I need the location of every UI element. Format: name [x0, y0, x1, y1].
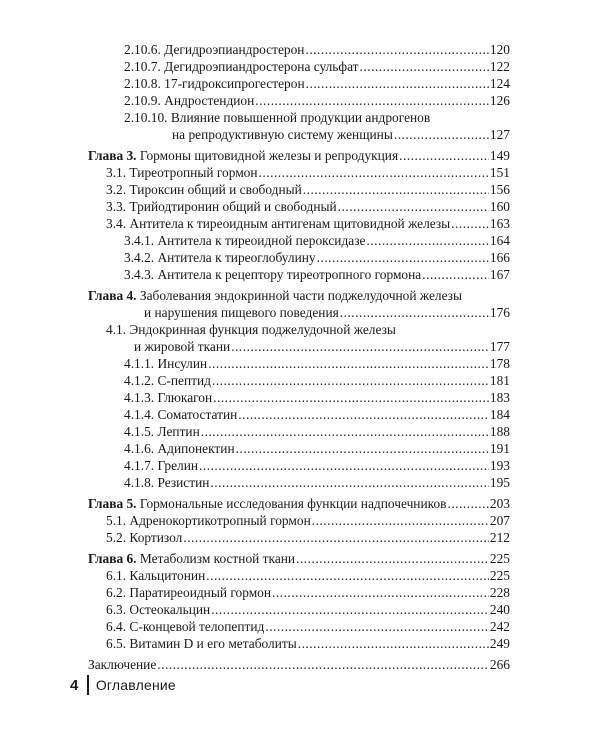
entry-title: 5.1. Адренокортикотропный гормон	[106, 513, 311, 528]
entry-title: 3.4.2. Антитела к тиреоглобулину	[124, 250, 316, 265]
entry-title: 6.4. С-концевой телопептид	[106, 619, 265, 634]
entry-title: 4.1.1. Инсулин	[124, 356, 208, 371]
entry-title: 3.4.1. Антитела к тиреоидной пероксидазе	[124, 233, 366, 248]
toc-entry	[88, 567, 510, 584]
chapter-label: Глава 3.	[88, 148, 137, 163]
dot-leader	[199, 457, 489, 474]
entry-title: 2.10.10. Влияние повышенной продукции андрогенов	[124, 110, 431, 125]
entry-page-number: 151	[489, 165, 510, 180]
entry-title: 2.10.8. 17-гидроксипрогестерон	[124, 76, 305, 91]
entry-page-number: 225	[489, 568, 510, 583]
toc-chapter-entry	[88, 147, 510, 164]
toc-chapter-entry	[88, 550, 510, 567]
entry-page-number: 212	[489, 530, 510, 545]
toc-entry	[88, 92, 510, 109]
entry-title: 4.1.7. Грелин	[124, 458, 199, 473]
entry-title: и жировой ткани	[134, 339, 231, 354]
dot-leader	[296, 550, 489, 567]
dot-leader	[394, 126, 489, 143]
entry-title: 3.2. Тироксин общий и свободный	[106, 182, 302, 197]
dot-leader	[238, 406, 489, 423]
toc-entry	[88, 232, 510, 249]
toc-entry	[88, 423, 510, 440]
entry-page-number: 228	[489, 585, 510, 600]
entry-title: Гормоны щитовидной железы и репродукция	[139, 148, 399, 163]
entry-title: 4.1.4. Соматостатин	[124, 407, 238, 422]
footer-divider	[87, 675, 89, 695]
toc-chapter-entry	[88, 656, 510, 673]
entry-title: 4.1.2. С-пептид	[124, 373, 211, 388]
dot-leader	[272, 584, 489, 601]
entry-page-number: 188	[489, 424, 510, 439]
entry-title: Метаболизм костной ткани	[139, 551, 296, 566]
dot-leader	[340, 304, 489, 321]
toc-entry	[88, 635, 510, 652]
entry-title: 3.4. Антитела к тиреоидным антигенам щитовидной железы	[106, 216, 451, 231]
toc-entry	[88, 601, 510, 618]
chapter-label: Глава 6.	[88, 551, 137, 566]
entry-page-number: 149	[489, 148, 510, 163]
entry-title: на репродуктивную систему женщины	[172, 127, 393, 142]
toc-entry	[88, 109, 510, 143]
dot-leader	[366, 232, 488, 249]
toc-entry	[88, 529, 510, 546]
entry-page-number: 122	[489, 59, 510, 74]
entry-title: 6.2. Паратиреоидный гормон	[106, 585, 272, 600]
entry-title: Заболевания эндокринной части поджелудочной железы	[139, 288, 462, 303]
dot-leader	[255, 92, 489, 109]
entry-title: 3.3. Трийодтиронин общий и свободный	[106, 199, 337, 214]
dot-leader	[201, 423, 489, 440]
dot-leader	[451, 215, 489, 232]
entry-page-number: 266	[489, 657, 510, 672]
dot-leader	[338, 198, 489, 215]
entry-title: 2.10.6. Дегидроэпиандростерон	[124, 42, 305, 57]
entry-title: 6.1. Кальцитонин	[106, 568, 206, 583]
chapter-label: Глава 4.	[88, 288, 137, 303]
entry-title: Гормональные исследования функции надпочечников	[139, 496, 447, 511]
entry-page-number: 193	[489, 458, 510, 473]
toc-entry	[88, 618, 510, 635]
entry-title: 4.1.3. Глюкагон	[124, 390, 213, 405]
dot-leader	[206, 567, 489, 584]
entry-page-number: 167	[489, 267, 510, 282]
toc-entry	[88, 181, 510, 198]
table-of-contents	[88, 41, 510, 673]
dot-leader	[231, 338, 489, 355]
entry-page-number: 166	[489, 250, 510, 265]
toc-entry	[88, 266, 510, 283]
running-title: Оглавление	[95, 677, 176, 693]
entry-title: 6.3. Остеокальцин	[106, 602, 211, 617]
entry-page-number: 178	[489, 356, 510, 371]
entry-title: и нарушения пищевого поведения	[144, 305, 339, 320]
toc-entry	[88, 321, 510, 355]
entry-page-number: 176	[489, 305, 510, 320]
toc-entry	[88, 512, 510, 529]
dot-leader	[157, 656, 489, 673]
dot-leader	[298, 635, 489, 652]
entry-title: 4.1.5. Лептин	[124, 424, 200, 439]
dot-leader	[265, 618, 489, 635]
dot-leader	[312, 512, 489, 529]
dot-leader	[306, 75, 489, 92]
toc-entry	[88, 457, 510, 474]
entry-page-number: 184	[489, 407, 510, 422]
dot-leader	[236, 440, 489, 457]
dot-leader	[208, 355, 489, 372]
entry-page-number: 191	[489, 441, 510, 456]
toc-chapter-entry	[88, 287, 510, 321]
dot-leader	[212, 372, 489, 389]
chapter-label: Глава 5.	[88, 496, 137, 511]
dot-leader	[399, 147, 489, 164]
toc-entry	[88, 41, 510, 58]
entry-page-number: 183	[489, 390, 510, 405]
toc-entry	[88, 198, 510, 215]
toc-entry	[88, 58, 510, 75]
entry-title: 4.1. Эндокринная функция поджелудочной железы	[106, 322, 396, 337]
dot-leader	[210, 474, 488, 491]
toc-entry	[88, 355, 510, 372]
entry-title: Заключение	[88, 657, 157, 672]
toc-entry	[88, 215, 510, 232]
dot-leader	[360, 58, 489, 75]
entry-title: 4.1.8. Резистин	[124, 475, 210, 490]
dot-leader	[213, 389, 489, 406]
toc-entry	[88, 389, 510, 406]
entry-title: 4.1.6. Адипонектин	[124, 441, 235, 456]
entry-title: 3.4.3. Антитела к рецептору тиреотропного гормона	[124, 267, 422, 282]
dot-leader	[422, 266, 489, 283]
toc-entry	[88, 164, 510, 181]
entry-page-number: 156	[489, 182, 510, 197]
toc-entry	[88, 249, 510, 266]
toc-entry	[88, 474, 510, 491]
entry-page-number: 126	[489, 93, 510, 108]
entry-title: 6.5. Витамин D и его метаболиты	[106, 636, 297, 651]
page-footer	[70, 673, 176, 697]
entry-page-number: 177	[489, 339, 510, 354]
entry-page-number: 242	[489, 619, 510, 634]
entry-page-number: 203	[489, 496, 510, 511]
page-number: 4	[70, 676, 79, 694]
entry-title: 2.10.7. Дегидроэпиандростерона сульфат	[124, 59, 359, 74]
dot-leader	[259, 164, 489, 181]
entry-page-number: 240	[489, 602, 510, 617]
entry-page-number: 181	[489, 373, 510, 388]
toc-chapter-entry	[88, 495, 510, 512]
entry-page-number: 127	[489, 127, 510, 142]
toc-entry	[88, 372, 510, 389]
entry-title: 3.1. Тиреотропный гормон	[106, 165, 258, 180]
entry-page-number: 195	[489, 475, 510, 490]
entry-page-number: 164	[489, 233, 510, 248]
entry-page-number: 160	[489, 199, 510, 214]
toc-entry	[88, 75, 510, 92]
entry-page-number: 124	[489, 76, 510, 91]
dot-leader	[211, 601, 489, 618]
dot-leader	[305, 41, 488, 58]
toc-entry	[88, 406, 510, 423]
dot-leader	[447, 495, 488, 512]
entry-title: 2.10.9. Андростендион	[124, 93, 255, 108]
dot-leader	[303, 181, 489, 198]
toc-entry	[88, 440, 510, 457]
entry-page-number: 120	[489, 42, 510, 57]
entry-page-number: 163	[489, 216, 510, 231]
dot-leader	[317, 249, 489, 266]
entry-page-number: 225	[489, 551, 510, 566]
entry-page-number: 207	[489, 513, 510, 528]
dot-leader	[183, 529, 489, 546]
entry-title: 5.2. Кортизол	[106, 530, 183, 545]
toc-entry	[88, 584, 510, 601]
entry-page-number: 249	[489, 636, 510, 651]
